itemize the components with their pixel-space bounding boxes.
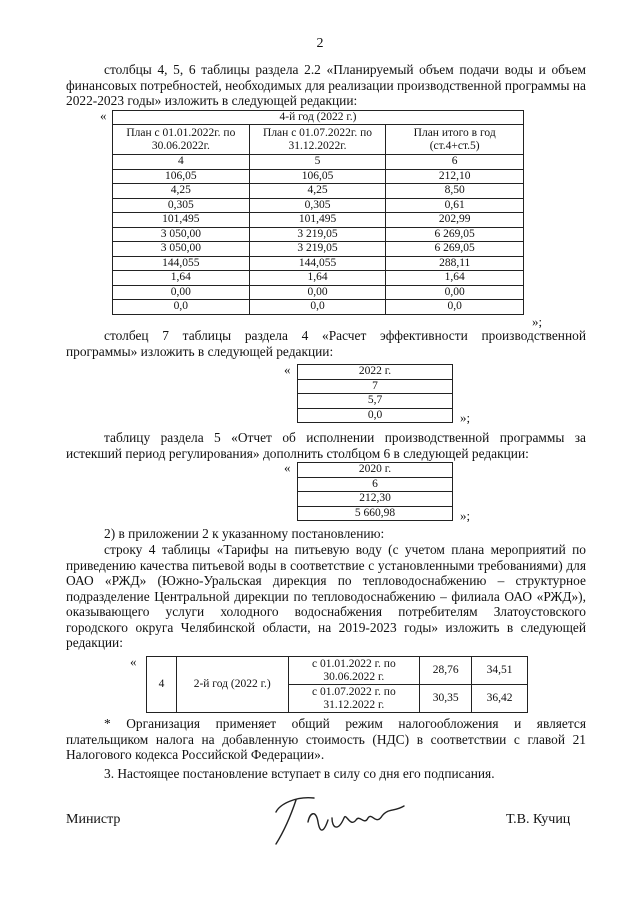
table-cell: 6 269,05 — [386, 227, 524, 242]
table-cell: 3 219,05 — [249, 227, 386, 242]
table-cell: 0,305 — [249, 198, 386, 213]
table-title: 4-й год (2022 г.) — [113, 111, 524, 125]
table-cell: 5,7 — [298, 394, 453, 409]
year-cell: 2-й год (2022 г.) — [176, 657, 288, 713]
table-cell: 1,64 — [113, 271, 250, 286]
table-cell: 0,0 — [298, 408, 453, 423]
table-cell: 144,055 — [113, 256, 250, 271]
table-cell: 106,05 — [249, 169, 386, 184]
table-cell: 6 — [298, 477, 453, 492]
column-number: 4 — [113, 155, 250, 170]
quote-open-1: « — [100, 108, 107, 123]
table-tariffs — [146, 656, 528, 713]
quote-open-2: « — [284, 362, 291, 377]
column-number: 6 — [386, 155, 524, 170]
table-cell: 3 050,00 — [113, 227, 250, 242]
table-cell: 0,305 — [113, 198, 250, 213]
table-cell: 202,99 — [386, 213, 524, 228]
table-cell: 0,0 — [249, 300, 386, 315]
column-number: 5 — [249, 155, 386, 170]
quote-open-4: « — [130, 654, 137, 669]
table-cell: 288,11 — [386, 256, 524, 271]
table-cell: 2022 г. — [298, 365, 453, 380]
table-cell: 3 050,00 — [113, 242, 250, 257]
table-cell: 5 660,98 — [298, 506, 453, 521]
table-cell: 144,055 — [249, 256, 386, 271]
table-cell: 0,00 — [113, 285, 250, 300]
tariff-cell: 30,35 — [420, 685, 472, 713]
table-cell: 6 269,05 — [386, 242, 524, 257]
quote-close-3: »; — [460, 508, 471, 523]
signer-title: Министр — [66, 812, 121, 827]
paragraph-column-7: столбец 7 таблицы раздела 4 «Расчет эффективности производственной программы» изложить в следующей редакции: — [66, 328, 586, 359]
table-cell: 2020 г. — [298, 463, 453, 478]
table-cell: 4,25 — [249, 184, 386, 199]
paragraph-row-4: строку 4 таблицы «Тарифы на питьевую воду (с учетом плана мероприятий по приведению качества питьевой воды в соответствие с установленными требованиями) для ОАО «РЖД» (Южно-Уральская дирекция по тепловодоснабжению – структурное подразделение Центральной дирекции по тепловодоснабжению – филиала ОАО «РЖД»), оказывающего услуги холодного водоснабжения потребителям Златоустовского городского округа Челябинской области, на 2019-2023 годы» изложить в следующей редакции: — [66, 542, 586, 650]
header-cell: План с 01.07.2022г. по 31.12.2022г. — [249, 125, 386, 155]
table-cell: 3 219,05 — [249, 242, 386, 257]
table-cell: 4,25 — [113, 184, 250, 199]
tariff-cell: 34,51 — [472, 657, 528, 685]
table-planned-volume — [112, 110, 524, 315]
table-efficiency — [297, 364, 453, 423]
tariff-cell: 36,42 — [472, 685, 528, 713]
table-cell: 1,64 — [386, 271, 524, 286]
paragraph-effective: 3. Настоящее постановление вступает в силу со дня его подписания. — [104, 766, 495, 781]
table-report — [297, 462, 453, 521]
table-cell: 0,0 — [113, 300, 250, 315]
period-cell: с 01.01.2022 г. по 30.06.2022 г. — [288, 657, 420, 685]
paragraph-section-5: таблицу раздела 5 «Отчет об исполнении производственной программы за истекший период регулирования» дополнить столбцом 6 в следующей редакции: — [66, 430, 586, 461]
table-cell: 212,10 — [386, 169, 524, 184]
quote-close-2: »; — [460, 410, 471, 425]
table-cell: 0,00 — [386, 285, 524, 300]
page-number: 2 — [316, 36, 324, 51]
table-cell: 212,30 — [298, 492, 453, 507]
signer-name: Т.В. Кучиц — [506, 812, 571, 827]
tariff-cell: 28,76 — [420, 657, 472, 685]
paragraph-appendix-2: 2) в приложении 2 к указанному постановлению: — [104, 526, 385, 541]
table-cell: 8,50 — [386, 184, 524, 199]
paragraph-columns-4-5-6: столбцы 4, 5, 6 таблицы раздела 2.2 «Планируемый объем подачи воды и объем финансовых потребностей, необходимых для реализации производственной программы на 2022-2023 годы» изложить в следующей редакции: — [66, 62, 586, 108]
header-cell: План итого в год (ст.4+ст.5) — [386, 125, 524, 155]
table-cell: 101,495 — [249, 213, 386, 228]
table-cell: 0,0 — [386, 300, 524, 315]
table-cell: 106,05 — [113, 169, 250, 184]
table-cell: 1,64 — [249, 271, 386, 286]
table-cell: 7 — [298, 379, 453, 394]
quote-open-3: « — [284, 460, 291, 475]
quote-close-1: »; — [532, 314, 543, 329]
handwritten-signature — [262, 782, 422, 852]
row-number: 4 — [147, 657, 177, 713]
footnote: * Организация применяет общий режим налогообложения и является плательщиком налога на добавленную стоимость (НДС) в соответствии с главой 21 Налогового кодекса Российской Федерации». — [66, 716, 586, 762]
table-cell: 0,00 — [249, 285, 386, 300]
table-cell: 101,495 — [113, 213, 250, 228]
table-cell: 0,61 — [386, 198, 524, 213]
period-cell: с 01.07.2022 г. по 31.12.2022 г. — [288, 685, 420, 713]
header-cell: План с 01.01.2022г. по 30.06.2022г. — [113, 125, 250, 155]
